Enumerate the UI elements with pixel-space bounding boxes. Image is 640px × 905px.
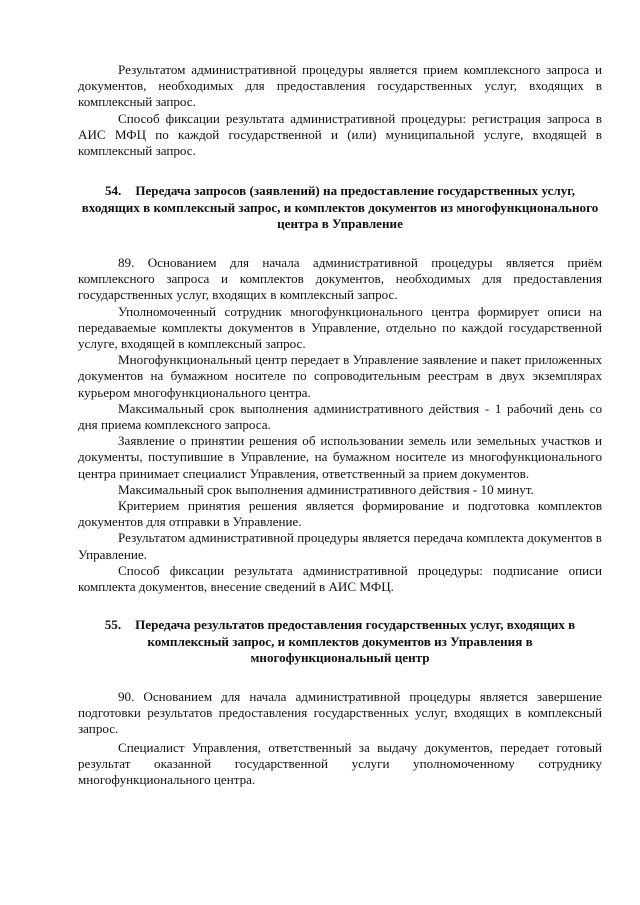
paragraph: Специалист Управления, ответственный за выдачу документов, передает готовый результат оказанной государственной услуги уполномоченному сотруднику многофункционального центра. xyxy=(78,739,602,788)
section-heading-55 xyxy=(78,617,602,667)
document-page xyxy=(78,62,602,788)
paragraph: Способ фиксации результата административной процедуры: подписание описи комплекта документов, внесение сведений в АИС МФЦ. xyxy=(78,562,602,595)
paragraph: Максимальный срок выполнения административного действия - 1 рабочий день со дня приема комплексного запроса. xyxy=(78,400,602,433)
paragraph: Способ фиксации результата административной процедуры: регистрация запроса в АИС МФЦ по каждой государственной и (или) муниципальной услуге, входящей в комплексный запрос. xyxy=(78,110,602,159)
section-title: Передача результатов предоставления государственных услуг, входящих в комплексный запрос, и комплектов документов из Управления в многофункциональный центр xyxy=(135,617,576,666)
section-number: 54. xyxy=(104,183,122,199)
paragraph: Результатом административной процедуры является передача комплекта документов в Управление. xyxy=(78,530,602,562)
paragraph: Заявление о принятии решения об использовании земель или земельных участков и документы, поступившие в Управление, на бумажном носителе из многофункционального центра принимает специалист Управления, ответственный за прием документов. xyxy=(78,433,602,481)
paragraph: 89. Основанием для начала административной процедуры является приём комплексного запроса и комплектов документов, необходимых для предоставления государственных услуг, входящих в комплексный запрос. xyxy=(78,255,602,303)
paragraph: Уполномоченный сотрудник многофункционального центра формирует описи на передаваемые комплекты документов в Управление, отдельно по каждой государственной услуге, входящей в комплексный запрос. xyxy=(78,303,602,352)
section-title: Передача запросов (заявлений) на предоставление государственных услуг, входящих в комплексный запрос, и комплектов документов из многофункционального центра в Управление xyxy=(81,183,599,232)
paragraph: Максимальный срок выполнения административного действия - 10 минут. xyxy=(118,481,534,497)
section-heading-54 xyxy=(78,183,602,233)
paragraph: 90. Основанием для начала административной процедуры является завершение подготовки результатов предоставления государственных услуг, входящих в комплексный запрос. xyxy=(78,689,602,737)
paragraph: Критерием принятия решения является формирование и подготовка комплектов документов для отправки в Управление. xyxy=(78,498,602,530)
paragraph: Многофункциональный центр передает в Управление заявление и пакет приложенных документов на бумажном носителе по сопроводительным реестрам в двух экземплярах курьером многофункционального центра. xyxy=(78,352,602,400)
section-number: 55. xyxy=(104,617,122,633)
paragraph: Результатом административной процедуры является прием комплексного запроса и документов, необходимых для предоставления государственных услуг, входящих в комплексный запрос. xyxy=(78,62,602,110)
